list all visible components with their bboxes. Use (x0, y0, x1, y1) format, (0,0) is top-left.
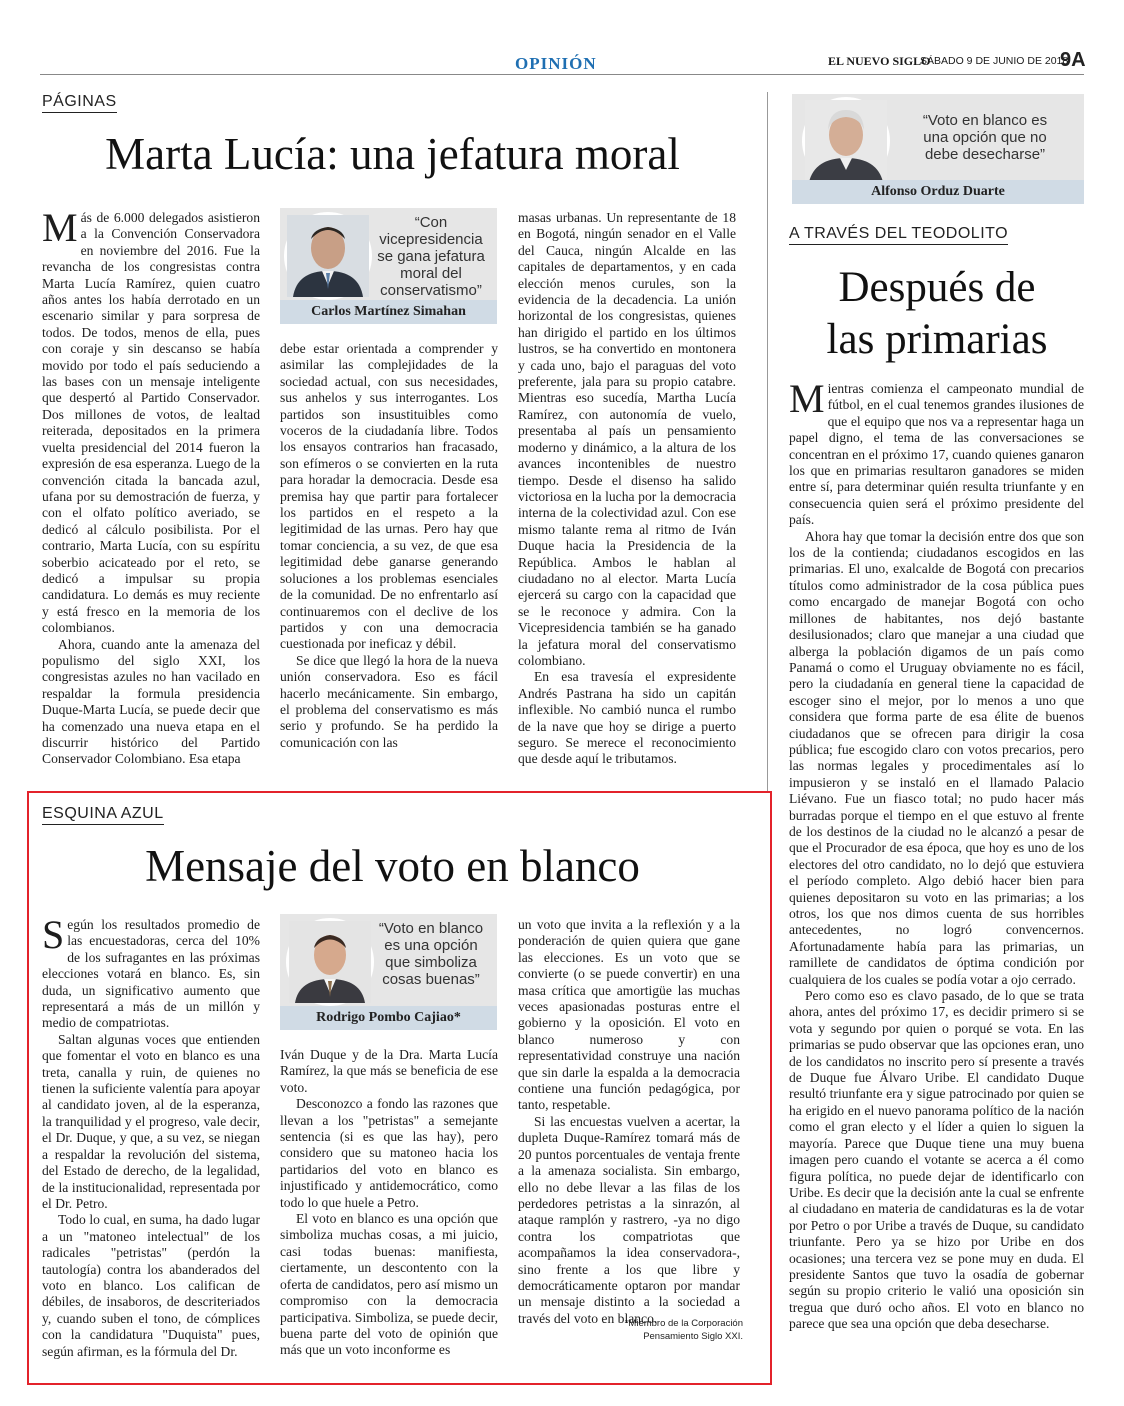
page-number: 9A (1060, 49, 1086, 71)
article2-column-2 (280, 1047, 498, 1357)
header-rule (40, 74, 1084, 75)
dropcap: M (789, 376, 825, 421)
article1-column-1 (42, 205, 260, 767)
paragraph: Si las encuestas vuelven a acertar, la dupleta Duque-Ramírez tomará más de 20 puntos porcentuales de ventaja frente a la amenaza socialista. Sin embargo, ello no debe llevar a las filas de los perdedores petristas a la sinrazón, al ataque ramplón y rastrero, -ya no digo contra los compatriotas que acompañamos la idea conservadora-, sino frente a los que libre y democráticamente optaron por mandar un mensaje distinto a la sociedad a través del voto en blanco. (518, 1113, 740, 1326)
author-name: Alfonso Orduz Duarte (792, 180, 1084, 204)
pull-quote-text: “Voto en blanco es una opción que simboliza cosas buenas” (378, 920, 484, 988)
paragraph: Se dice que llegó la hora de la nueva unión conservadora. Eso es fácil hacerlo mecánicamente. Sin embargo, el problema del conservatismo es más serio y profundo. Se ha perdido la comunicación con las (280, 652, 498, 750)
paragraph: Iván Duque y de la Dra. Marta Lucía Ramírez, la que más se beneficia de ese voto. (280, 1047, 498, 1095)
author-name: Carlos Martínez Simahan (280, 300, 497, 324)
dropcap: M (42, 205, 78, 250)
paragraph: Todo lo cual, en suma, ha dado lugar a un "matoneo intelectual" de los radicales "petristas" (perdón la tautología) contra los abanderados del voto en blanco. Los califican de débiles, de insaboros, de descriteriados y, cuando suben el tono, de cómplices con la candidatura "Duquista" pues, según afirman, es la fórmula del Dr. (42, 1212, 260, 1359)
section-label-teodolito: A TRAVÉS DEL TEODOLITO (789, 225, 1008, 245)
issue-date: SÁBADO 9 DE JUNIO DE 2018 (920, 55, 1069, 67)
headline-line: Después de (838, 264, 1036, 311)
paragraph: ientras comienza el campeonato mundial de fútbol, en el cual tenemos grandes ilusiones de que el equipo que nos va a representar haga un papel digno, el tema de las conversaciones se concentran en el próximo 17, cuando quienes ganaron los que en primarias resultaron ganadores se miden entre sí, para determinar quién resulta triunfante y en consecuencia quien será el próximo presidente del país. (789, 381, 1084, 528)
article1-column-3 (518, 210, 736, 767)
author-portrait (284, 212, 372, 300)
headline-marta-lucia: Marta Lucía: una jefatura moral (105, 129, 680, 179)
author-portrait (286, 918, 374, 1006)
pull-quote-text: “Con vicepresidencia se gana jefatura moral del conservatismo” (377, 214, 485, 299)
pull-quote-box (792, 94, 1084, 204)
paragraph: ás de 6.000 delegados asistieron a la Convención Conservadora en noviembre del 2016. Fue la revancha de los congresistas contra Marta Lucía Ramírez, quien cuatro años antes los había derrotado en un escenario similar y para sorpresa de todos. De todos, menos de ella, pues con coraje y sin descanso se había movido por todo el país seduciendo a las bases con un mensaje inteligente que despertó al Partido Conservador. Dos millones de votos, de lealtad reiterada, depositados en la primera vuelta presidencial del 2014 fueron la expresión de esa esperanza. Luego de la convención citada la bancada azul, ufana por su demostración de fuerza, y con el olfato político averiado, se dedicó al cálculo posibilista. Por el contrario, Marta Lucía, con su espíritu soberbio acicateado por el reto, se dedicó a impulsar su propia candidatura. Lo demás es muy reciente y está fresco en la memoria de los colombianos. (42, 210, 260, 636)
paragraph: Ahora, cuando ante la amenaza del populismo del siglo XXI, los congresistas azules no han vacilado en respaldar la formula presidencia Duque-Marta Lucía, se puede decir que ha comenzado una nueva etapa en el discurrir histórico del Partido Conservador Colombiano. Esa etapa (42, 636, 260, 767)
pull-quote-box (280, 914, 497, 1030)
paragraph: egún los resultados promedio de las encuestadoras, cerca del 10% de los sufragantes en las próximas elecciones votará en blanco. Es, sin duda, un significativo aumento que representará a más de un millón y medio de compatriotas. (42, 917, 260, 1031)
section-label-esquina-azul: ESQUINA AZUL (42, 805, 164, 825)
pull-quote-box (280, 208, 497, 324)
paragraph: masas urbanas. Un representante de 18 en Bogotá, ningún senador en el Valle del Cauca, ningún Alcalde en las capitales de departamentos, y en cada elección menos curules, son la evidencia de la decadencia. La unión horizontal de los congresistas, quienes han dirigido el partido en los últimos lustros, se ha convertido en montonera y cada uno, bajo el paraguas del voto preferente, jala para su propio catabre. Mientras eso sucedía, Martha Lucía Ramírez, con autonomía de vuelo, presentaba al país un pensamiento moderno y dinámico, a la altura de los avances incontenibles de nuestro tiempo. Desde el disenso ha salido victoriosa en la lucha por la democracia interna de la colectividad azul. Con ese mismo talante rema al ritmo de Iván Duque hacia la Presidencia de la República. Ambos le hablan al ciudadano no al elector. Marta Lucía ejercerá su cargo con la capacidad que se le reconoce y admira. Con la Vicepresidencia también se ha ganado la jefatura moral del conservatismo colombiano. (518, 210, 736, 668)
person-photo-icon (289, 921, 371, 1003)
headline-line: las primarias (826, 316, 1048, 363)
paragraph: El voto en blanco es una opción que simboliza muchas cosas, a mi juicio, casi todas buenas: manifiesta, ciertamente, un descontento con la oferta de candidatos, pero así mismo un compromiso con la democracia participativa. Simboliza, se puede decir, buena parte del voto de opinión que más que un voto inconforme es (280, 1211, 498, 1358)
person-photo-icon (805, 100, 887, 182)
paragraph: Ahora hay que tomar la decisión entre dos que son los de la contienda; ciudadanos escogidos en las primarias. El uno, exalcalde de Bogotá con precarios títulos como administrador de la cosa pública pues como encargado de manejar Bogotá con ocho millones de habitantes, nos dejó bastante desilusionados; claro que manejar a una ciudad que alberga la población digamos de un país como Panamá o como el Uruguay obviamente no es fácil, pero la ciudadanía en general tiene la capacidad de escoger sino el mejor, por lo menos a uno que considera que forma parte de esa élite de buenos ciudadanos que se ofrecen para dirigir la cosa pública; fue escogido claro con votos precarios, pero las normas legales y procedimentales así lo impusieron y se instaló en el llamado Palacio Liévano. Fue un fiasco total; no pudo hacer más burradas porque el tiempo en el que estuvo al frente de los destinos de la ciudad no le alcanzó a pesar de que el Procurador de esa época, que hoy es uno de los electores del otro candidato, no lo dejó que estuviera el período completo. Algo debió hacer bien para quienes depositaron su voto en las primarias; a los otros, los que nos dimos cuenta de sus horribles antecedentes, no logró convencernos. Afortunadamente había para las primarias, un ramillete de candidatos de óptima condición por cualquiera de los cuales se podía votar a ojo cerrado. (789, 528, 1084, 987)
footnote-line: *Miembro de la Corporación (624, 1318, 743, 1329)
section-title: OPINIÓN (515, 54, 597, 73)
pull-quote-text: “Voto en blanco es una opción que no debe desecharse” (922, 112, 1048, 163)
article2-column-1 (42, 912, 260, 1359)
headline-voto-en-blanco: Mensaje del voto en blanco (145, 841, 640, 891)
author-footnote (560, 1317, 743, 1343)
dropcap: S (42, 912, 65, 957)
article3-column (789, 376, 1084, 1366)
person-photo-icon (287, 215, 369, 297)
headline-despues-primarias (790, 262, 1084, 366)
paragraph: Desconozco a fondo las razones que llevan a los "petristas" a semejante sentencia (si es que las hay), pero considero que su matoneo hacia los partidarios del voto en blanco es injustificado y antidemocrático, como todo lo que huele a Petro. (280, 1096, 498, 1210)
paragraph: debe estar orientada a comprender y asimilar las complejidades de la sociedad actual, con sus necesidades, sus anhelos y sus interrogantes. Los partidos son insustituibles como voceros de la ciudadanía libre. Todos los ensayos contrarios han fracasado, son efímeros o se convierten en la ruta para horadar la democracia. Desde esa premisa hay que partir para fortalecer los partidos en el respeto a la legitimidad de las urnas. Pero hay que tomar conciencia, a su vez, de que esa legitimidad debe ganarse generando soluciones a los problemas esenciales de la comunidad. De no enfrentarlo así continuaremos con el declive de los partidos y con una democracia cuestionada por ineficaz y débil. (280, 341, 498, 652)
masthead: EL NUEVO SIGLO (828, 54, 931, 68)
article1-column-2 (280, 341, 498, 755)
author-portrait (802, 97, 890, 185)
section-label-paginas: PÁGINAS (42, 93, 117, 113)
paragraph: un voto que invita a la reflexión y a la ponderación de quien quiera que gane las elecciones. Es un voto que se convierte (o se puede convertir) en una masa crítica que amortigüe las muchas veces apasionadas posturas entre el gobierno y la oposición. El voto en blanco numeroso y con representatividad construye una nación que sin darle la espalda a la democracia contiene una función pedagógica, por tanto, respetable. (518, 917, 740, 1113)
paragraph: Pero como eso es clavo pasado, de lo que se trata ahora, antes del próximo 17, es decidir primero si se vota y segundo por quien o porqué se vota. En las primarias se pudo observar que las opciones eran, uno de los candidatos no inscrito pero sí presente a través de Duque fue Álvaro Uribe. El candidato Duque resultó triunfante era y sigue patrocinado por quien se ha erigido en el nuevo panorama político de la nación como el gran electo y el líder a quien lo siguen la mayoría. Parece que Duque tiene una muy buena imagen pero cuando el votante se acerca a él como figura política, no puede dejar de identificarlo con Uribe. Es decir que la decisión ante la cual se enfrente al ciudadano en materia de candidaturas es la de votar por Petro o por Uribe a través de Duque, su candidato triunfante. Pero ya se hizo por Uribe en dos ocasiones; una tercera vez se pone muy en duda. El presidente Santos que tuvo la osadía de gobernar según su propio criterio le valió una oposición sin tregua que duró ocho años. El voto en blanco no parece que sea una opción que deba desecharse. (789, 988, 1084, 1332)
column-divider (767, 92, 768, 792)
author-name: Rodrigo Pombo Cajiao* (280, 1006, 497, 1030)
paragraph: Saltan algunas voces que entienden que fomentar el voto en blanco es una treta, canalla y ruin, de quienes no tienen la suficiente valentía para apoyar al candidato joven, al de la esperanza, la tranquilidad y el progreso, vale decir, el Dr. Duque, y que, a su vez, se niegan a respaldar la revolución del sistema, del Estado de derecho, de la legalidad, de la institucionalidad, representada por el Dr. Petro. (42, 1031, 260, 1211)
paragraph: En esa travesía el expresidente Andrés Pastrana ha sido un capitán inflexible. No cambió nunca el rumbo de la nave que hoy se dirige a puerto seguro. Se merece el reconocimiento que desde aquí le tributamos. (518, 669, 736, 767)
footnote-line: Pensamiento Siglo XXI. (643, 1331, 743, 1342)
